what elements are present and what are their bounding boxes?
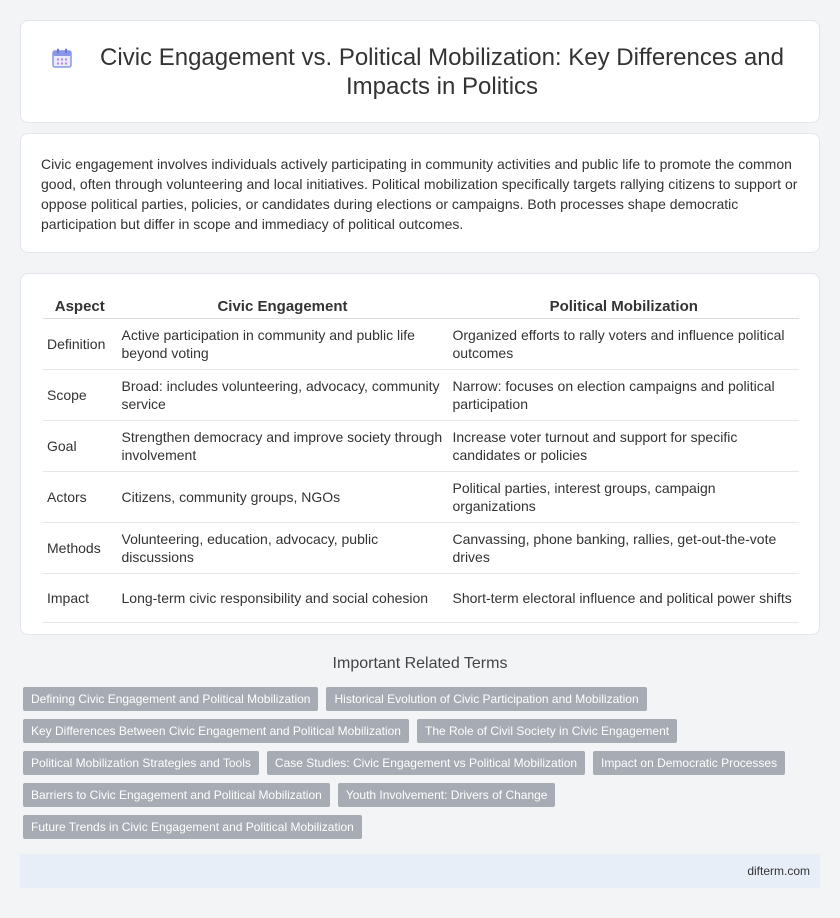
related-term-link[interactable]: Case Studies: Civic Engagement vs Political Mobilization [267,751,585,775]
related-term-link[interactable]: The Role of Civil Society in Civic Engagement [417,719,677,743]
related-term-link[interactable]: Youth Involvement: Drivers of Change [338,783,556,807]
row-political: Organized efforts to rally voters and influence political outcomes [448,318,799,369]
related-term-link[interactable]: Political Mobilization Strategies and Tools [23,751,259,775]
table-row [43,420,799,471]
row-civic: Active participation in community and public life beyond voting [117,318,448,369]
table-row [43,522,799,573]
row-civic: Volunteering, education, advocacy, public discussions [117,522,448,573]
row-political: Increase voter turnout and support for specific candidates or policies [448,420,799,471]
title-wrap [21,21,819,122]
column-header-aspect: Aspect [43,296,117,318]
footer [20,854,820,888]
column-header-civic: Civic Engagement [117,296,448,318]
row-aspect: Scope [43,369,117,420]
table-header-row [43,296,799,318]
footer-site-link[interactable]: difterm.com [747,864,810,878]
related-term-link[interactable]: Barriers to Civic Engagement and Political Mobilization [23,783,330,807]
page-title: Civic Engagement vs. Political Mobilization: Key Differences and Impacts in Politics [100,43,784,100]
row-political: Short-term electoral influence and political power shifts [448,573,799,622]
table-row [43,573,799,622]
column-header-political: Political Mobilization [448,296,799,318]
related-term-link[interactable]: Impact on Democratic Processes [593,751,785,775]
row-political: Narrow: focuses on election campaigns and political participation [448,369,799,420]
table-row [43,471,799,522]
intro-paragraph: Civic engagement involves individuals actively participating in community activities and public life to promote the common good, often through volunteering and local initiatives. Political mobilization specifically targets rallying citizens to support or oppose political parties, policies, or candidates during elections or campaigns. Both processes shape democratic participation but differ in scope and immediacy of political outcomes. [41,156,798,232]
comparison-table [43,296,799,623]
related-term-link[interactable]: Key Differences Between Civic Engagement and Political Mobilization [23,719,409,743]
row-aspect: Definition [43,318,117,369]
row-aspect: Impact [43,573,117,622]
related-term-link[interactable]: Historical Evolution of Civic Participation and Mobilization [326,687,646,711]
table-row [43,318,799,369]
header-card [20,20,820,123]
row-aspect: Goal [43,420,117,471]
row-civic: Long-term civic responsibility and social cohesion [117,573,448,622]
row-civic: Broad: includes volunteering, advocacy, community service [117,369,448,420]
related-term-link[interactable]: Future Trends in Civic Engagement and Political Mobilization [23,815,362,839]
comparison-table-card [20,273,820,635]
related-terms-list [23,687,813,847]
related-terms-heading: Important Related Terms [332,655,508,672]
row-civic: Citizens, community groups, NGOs [117,471,448,522]
row-civic: Strengthen democracy and improve society through involvement [117,420,448,471]
calendar-icon [51,47,73,69]
row-aspect: Methods [43,522,117,573]
table-row [43,369,799,420]
row-political: Political parties, interest groups, campaign organizations [448,471,799,522]
row-aspect: Actors [43,471,117,522]
related-term-link[interactable]: Defining Civic Engagement and Political Mobilization [23,687,318,711]
row-political: Canvassing, phone banking, rallies, get-out-the-vote drives [448,522,799,573]
intro-card [20,133,820,253]
